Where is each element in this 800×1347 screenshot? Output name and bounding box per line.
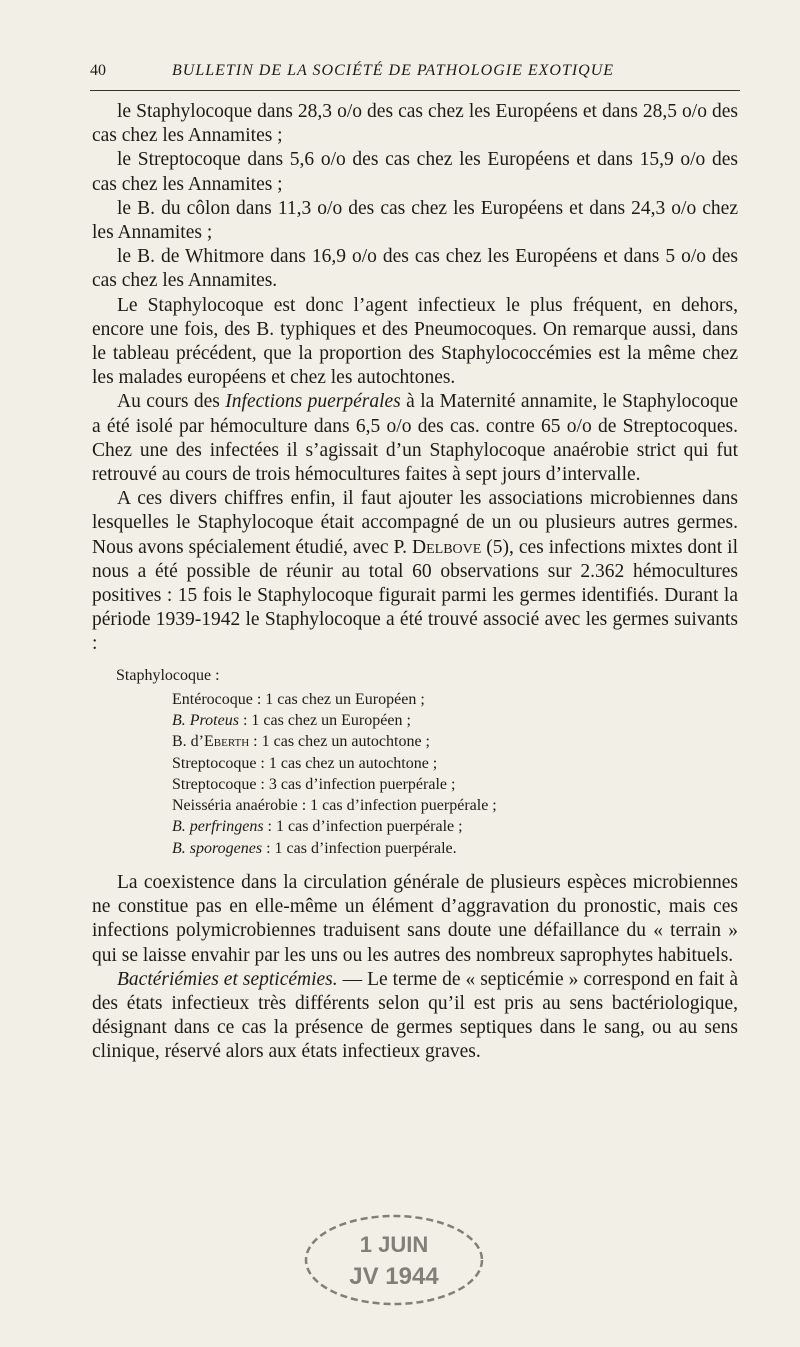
list-intro: Staphylocoque : <box>116 666 220 684</box>
paragraph-puerperal-infections <box>92 390 738 487</box>
library-stamp <box>300 1210 488 1310</box>
text-run: (5), ces infections mixtes dont il nous a été possible de réunir au total 60 observations sur 2.362 hémocultures positives : 15 fois le Staphylocoque figurait parmi les germes identifiés. Durant la période 1939-1942 le Staphylocoque a été trouvé associé avec les germes suivants : <box>92 536 738 655</box>
page-header <box>90 62 740 91</box>
list-item: Entérocoque : 1 cas chez un Européen ; <box>172 690 425 708</box>
stamp-date: 1 JUIN <box>359 1232 429 1257</box>
text-run: A ces divers chiffres enfin, il faut ajouter les associations microbiennes dans lesquelles le Staphylocoque était accompagné de un ou plusieurs autres germes. Nous avons spécialement étudié, avec P. <box>92 488 738 558</box>
list-item <box>172 710 738 731</box>
paragraph-coexistence: La coexistence dans la circulation générale de plusieurs espèces microbiennes ne constitue pas en elle-même un élément d’aggravation du pronostic, mais ces infections polymicrobiennes traduisent sans doute une défaillance du « terrain » qui se laisse envahir par les uns ou les autres des nombreux saprophytes habituels. <box>92 872 738 966</box>
stamp-year: JV 1944 <box>349 1263 439 1290</box>
paragraph-staphylocoque-frequency: Le Staphylocoque est donc l’agent infectieux le plus fréquent, en dehors, encore une fois, des B. typhiques et des Pneumocoques. On remarque aussi, dans le tableau précédent, que la proportion des Staphylococcémies est la même chez les malades européens et chez les autochtones. <box>92 294 738 389</box>
germ-association-list <box>172 689 738 859</box>
species-name: B. Proteus <box>172 711 239 729</box>
species-name: Eberth <box>204 733 250 751</box>
list-item <box>172 816 738 837</box>
list-item <box>172 838 738 859</box>
author-name: Delbove <box>412 536 482 558</box>
species-name: B. perfringens <box>172 818 264 836</box>
text-run: : 1 cas chez un autochtone ; <box>249 733 430 751</box>
text-run: — Le terme de « septicémie » correspond en fait à des états infectieux très différents selon qu’il est pris au sens bactériologique, désignant dans ce cas la présence de germes septiques dans le sang, ou au sens clinique, réservé alors aux états infectieux graves. <box>92 968 739 1063</box>
running-title: BULLETIN DE LA SOCIÉTÉ DE PATHOLOGIE EXOTIQUE <box>172 62 615 79</box>
paragraph-streptocoque-rate: le Streptocoque dans 5,6 o/o des cas chez les Européens et dans 15,9 o/o des cas chez les Annamites ; <box>92 149 738 195</box>
paragraph-whitmore-rate: le B. de Whitmore dans 16,9 o/o des cas chez les Européens et dans 5 o/o des cas chez les Annamites. <box>92 246 738 292</box>
section-heading: Bactériémies et septicémies. <box>117 968 338 990</box>
text-run: : 1 cas d’infection puerpérale. <box>262 839 457 857</box>
list-item: Streptocoque : 1 cas chez un autochtone ; <box>172 754 438 772</box>
text-run: : 1 cas d’infection puerpérale ; <box>263 818 463 836</box>
list-item: Streptocoque : 3 cas d’infection puerpérale ; <box>172 775 456 793</box>
text-run: Au cours des <box>117 391 226 413</box>
list-item <box>172 731 738 752</box>
text-run: à la Maternité annamite, le Staphylocoque a été isolé par hémoculture dans 6,5 o/o des cas. contre 65 o/o de Streptocoques. Chez une des infectées il s’agissait d’un Staphylocoque anaérobie strict qui fut retrouvé au cours de trois hémocultures faites à sept jours d’intervalle. <box>92 391 738 486</box>
paragraph-colon-rate: le B. du côlon dans 11,3 o/o des cas chez les Européens et dans 24,3 o/o chez les Annamites ; <box>92 197 738 244</box>
stamp-outline <box>306 1216 482 1304</box>
list-item: Neisséria anaérobie : 1 cas d’infection puerpérale ; <box>172 797 497 815</box>
italic-term: Infections puerpérales <box>225 391 401 413</box>
paragraph-mixed-infections <box>92 487 738 656</box>
paragraph-staphylocoque-rate: le Staphylocoque dans 28,3 o/o des cas chez les Européens et dans 28,5 o/o des cas chez les Annamites ; <box>92 101 738 147</box>
species-name: B. sporogenes <box>172 839 263 857</box>
text-run: : 1 cas chez un Européen ; <box>238 711 411 729</box>
body-text <box>92 100 738 1065</box>
text-run: B. d’ <box>172 733 204 751</box>
paragraph-septicemia <box>92 968 738 1065</box>
page-number: 40 <box>90 62 106 79</box>
